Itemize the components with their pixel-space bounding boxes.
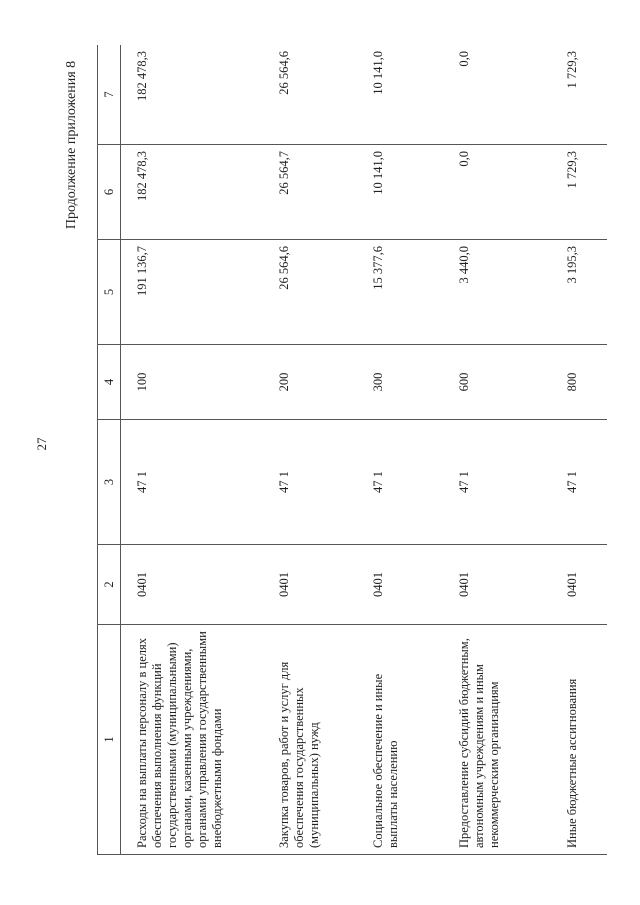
continuation-title: Продолжение приложения 8 [64,60,79,230]
row-vr: 200 [263,345,357,420]
row-value-7: 182 478,3 [121,45,264,145]
row-value-5: 26 564,6 [263,240,357,345]
page-number: 27 [34,437,49,451]
row-vr: 800 [551,345,607,420]
budget-table-container [97,45,607,855]
row-csr: 47 1 [357,420,443,545]
table-row [357,45,443,855]
row-vr: 300 [357,345,443,420]
row-vr: 600 [443,345,551,420]
row-value-7: 26 564,6 [263,45,357,145]
row-rz: 0401 [121,545,264,625]
row-name: Иные бюджетные ассигнования [551,625,607,855]
table-header-row [98,45,121,855]
header-col-5: 5 [98,240,121,345]
table-row [443,45,551,855]
row-value-7: 1 729,3 [551,45,607,145]
row-name: Социальное обеспечение и иные выплаты населению [357,625,443,855]
row-value-6: 1 729,3 [551,145,607,240]
row-value-5: 15 377,6 [357,240,443,345]
row-name: Расходы на выплаты персоналу в целях обеспечения выполнения функций государственными (муниципальными) органами, казенными учреждениями, органами управления государственными внебюджетными фондами [121,625,264,855]
row-rz: 0401 [357,545,443,625]
row-name: Закупка товаров, работ и услуг для обеспечения государственных (муниципальных) нужд [263,625,357,855]
row-csr: 47 1 [121,420,264,545]
row-value-5: 191 136,7 [121,240,264,345]
row-rz: 0401 [551,545,607,625]
row-value-6: 10 141,0 [357,145,443,240]
row-name: Предоставление субсидий бюджетным, автономным учреждениям и иным некоммерческим организациям [443,625,551,855]
header-col-6: 6 [98,145,121,240]
row-rz: 0401 [443,545,551,625]
row-csr: 47 1 [263,420,357,545]
header-col-3: 3 [98,420,121,545]
table-row [551,45,607,855]
header-col-4: 4 [98,345,121,420]
row-vr: 100 [121,345,264,420]
row-value-7: 10 141,0 [357,45,443,145]
header-col-7: 7 [98,45,121,145]
row-csr: 47 1 [443,420,551,545]
row-rz: 0401 [263,545,357,625]
row-value-5: 3 195,3 [551,240,607,345]
header-col-1: 1 [98,625,121,855]
row-value-5: 3 440,0 [443,240,551,345]
budget-table [97,45,607,855]
row-value-6: 0,0 [443,145,551,240]
row-value-6: 26 564,7 [263,145,357,240]
table-row [121,45,264,855]
header-col-2: 2 [98,545,121,625]
row-value-6: 182 478,3 [121,145,264,240]
row-value-7: 0,0 [443,45,551,145]
row-csr: 47 1 [551,420,607,545]
table-row [263,45,357,855]
